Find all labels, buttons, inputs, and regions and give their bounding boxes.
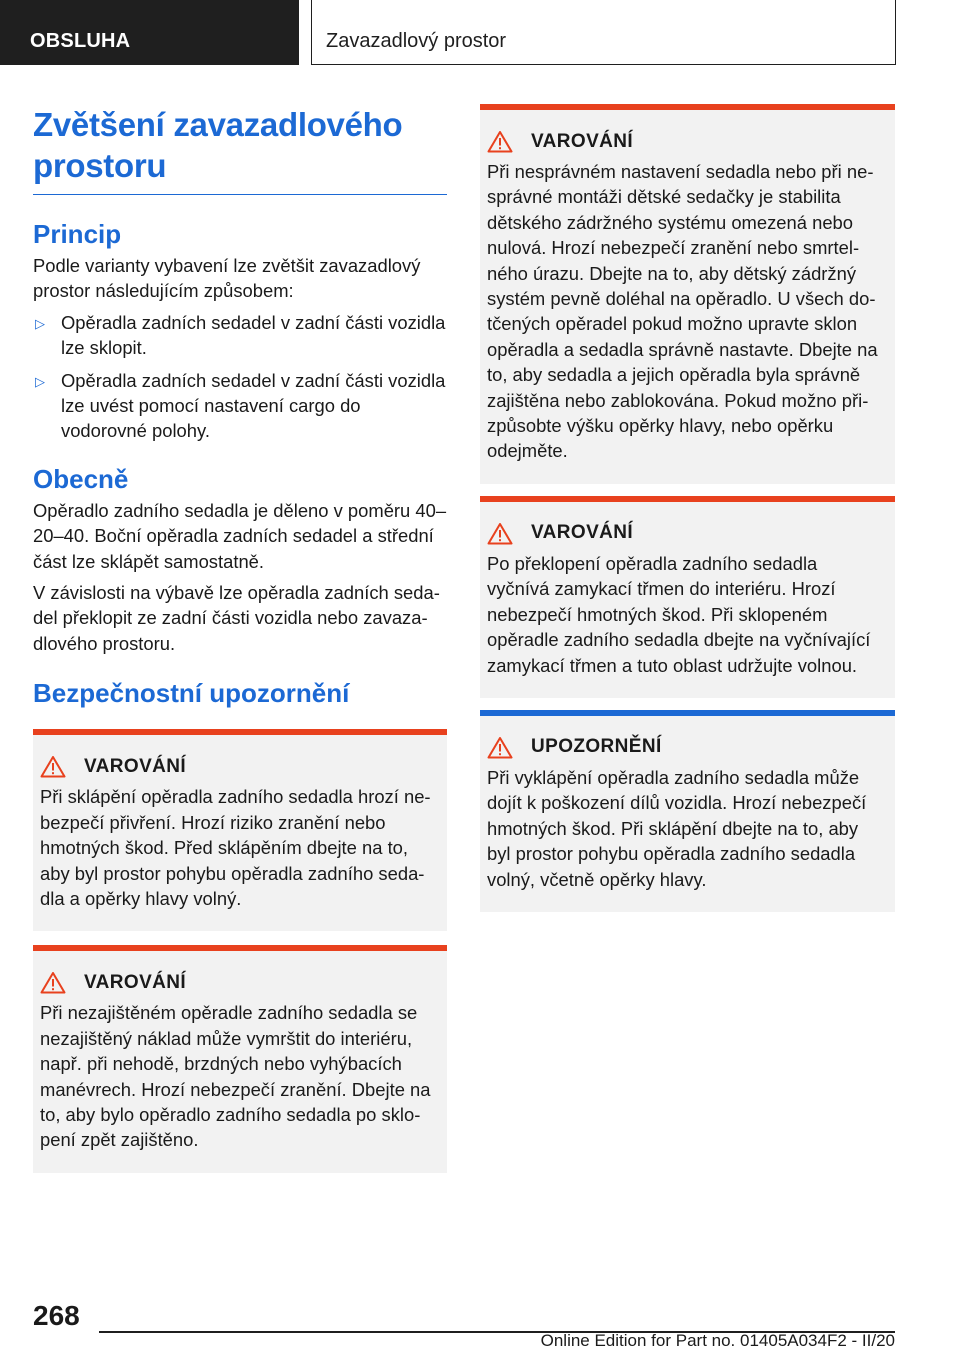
warning-triangle-icon bbox=[40, 971, 66, 994]
general-paragraph-2: V závislosti na výbavě lze opěradla zadních sedadel překlopit ze zadní části vozidla nebo zavazadlového prostoru. bbox=[33, 582, 440, 654]
list-item-text: Opěradla zadních sedadel v zadní části vozidla lze uvést pomocí nastavení cargo do vodorovné polohy. bbox=[61, 369, 446, 442]
bullet-triangle-icon: ▷ bbox=[35, 315, 45, 331]
warning-text: Při sklápění opěradla zadního sedadla hrozí nebezpečí přivření. Hrozí riziko zranění nebo hmotných škod. Před sklápěním dbejte na to, aby byl prostor pohybu opěradla zadního sedadla a opěrky hlavy volný. bbox=[40, 786, 431, 909]
general-paragraph-1: Opěradlo zadního sedadla je děleno v poměru 40–20–40. Boční opěradla zadních sedadel a střední část lze sklápět samostatně. bbox=[33, 499, 447, 572]
list-item bbox=[33, 368, 447, 444]
warning-text: Po překlopení opěradla zadního sedadla vyčnívá zamykací třmen do interiéru. Hrozí nebezpečí hmotných škod. Při sklopeném opěradle zadního sedadla dbejte na vyčnívající zamykací třmen a tuto oblast udržujte volnou. bbox=[487, 552, 871, 676]
bullet-triangle-icon: ▷ bbox=[35, 373, 45, 389]
warning-label: VAROVÁNÍ bbox=[84, 971, 187, 993]
warning-box bbox=[33, 729, 447, 931]
principle-intro: Podle varianty vybavení lze zvětšit zavazadlový prostor následujícím způsobem: bbox=[33, 255, 421, 302]
warning-label: VAROVÁNÍ bbox=[84, 755, 187, 777]
right-column bbox=[480, 104, 895, 912]
left-column bbox=[33, 104, 447, 1173]
warning-header bbox=[487, 130, 883, 153]
heading-safety: Bezpečnostní upozornění bbox=[33, 678, 350, 709]
warning-triangle-icon bbox=[487, 130, 513, 153]
heading-general: Obecně bbox=[33, 463, 129, 494]
page-title: Zvětšení zavazadlového prostoru bbox=[33, 104, 447, 195]
warning-label: VAROVÁNÍ bbox=[531, 130, 634, 152]
header-section-tab bbox=[0, 0, 299, 65]
list-item-text: Opěradla zadních sedadel v zadní části vozidla lze sklopit. bbox=[61, 311, 446, 359]
notice-header bbox=[487, 736, 883, 759]
warning-header bbox=[487, 522, 883, 545]
warning-text: Při nezajištěném opěradle zadního sedadla se nezajištěný náklad může vymrštit do interiéru, např. při nehodě, brzdných nebo vyhýbacích manévrech. Hrozí nebezpečí zranění. Dbejte na to, aby bylo opěradlo zadního sedadla po sklopení zpět zajištěno. bbox=[40, 1002, 431, 1151]
list-item bbox=[33, 310, 447, 361]
warning-header bbox=[40, 971, 435, 994]
page-number: 268 bbox=[33, 1300, 80, 1331]
warning-box bbox=[480, 496, 895, 698]
warning-triangle-icon bbox=[487, 522, 513, 545]
notice-label: UPOZORNĚNÍ bbox=[531, 736, 662, 758]
heading-principle: Princip bbox=[33, 219, 122, 249]
warning-triangle-icon bbox=[487, 736, 513, 759]
warning-triangle-icon bbox=[40, 755, 66, 778]
header-chapter-label: Zavazadlový prostor bbox=[326, 30, 507, 52]
warning-box bbox=[480, 104, 895, 484]
principle-list bbox=[33, 310, 447, 444]
footer-edition: Online Edition for Part no. 01405A034F2 - II/20 bbox=[540, 1331, 895, 1350]
notice-box bbox=[480, 710, 895, 912]
warning-header bbox=[40, 755, 435, 778]
header-chapter-tab bbox=[311, 0, 896, 65]
header-section-label: OBSLUHA bbox=[30, 30, 131, 52]
warning-box bbox=[33, 945, 447, 1172]
notice-text: Při vyklápění opěradla zadního sedadla může dojít k poškození dílů vozidla. Hrozí nebezpečí hmotných škod. Při sklápění dbejte na to, aby byl prostor pohybu opěradla zadního sedadla volný, včetně opěrky hlavy. bbox=[487, 766, 867, 890]
warning-text: Při nesprávném nastavení sedadla nebo při nesprávné montáži dětské sedačky je stabilita dětského zádržného systému omezená nebo nulová. Hrozí nebezpečí zranění nebo smrtelného úrazu. Dbejte na to, aby dětský zádržný systém pevně doléhal na opěradlo. U všech dotčených opěradel pokud možno upravte sklon opěradla a sedadla správně nastavte. Dbejte na to, aby sedadla a jejich opěradla byla správně zajištěna nebo zablokována. Pokud možno přizpůsobte výšku opěrky hlavy, nebo opěrku odejměte. bbox=[487, 161, 878, 462]
warning-label: VAROVÁNÍ bbox=[531, 522, 634, 544]
